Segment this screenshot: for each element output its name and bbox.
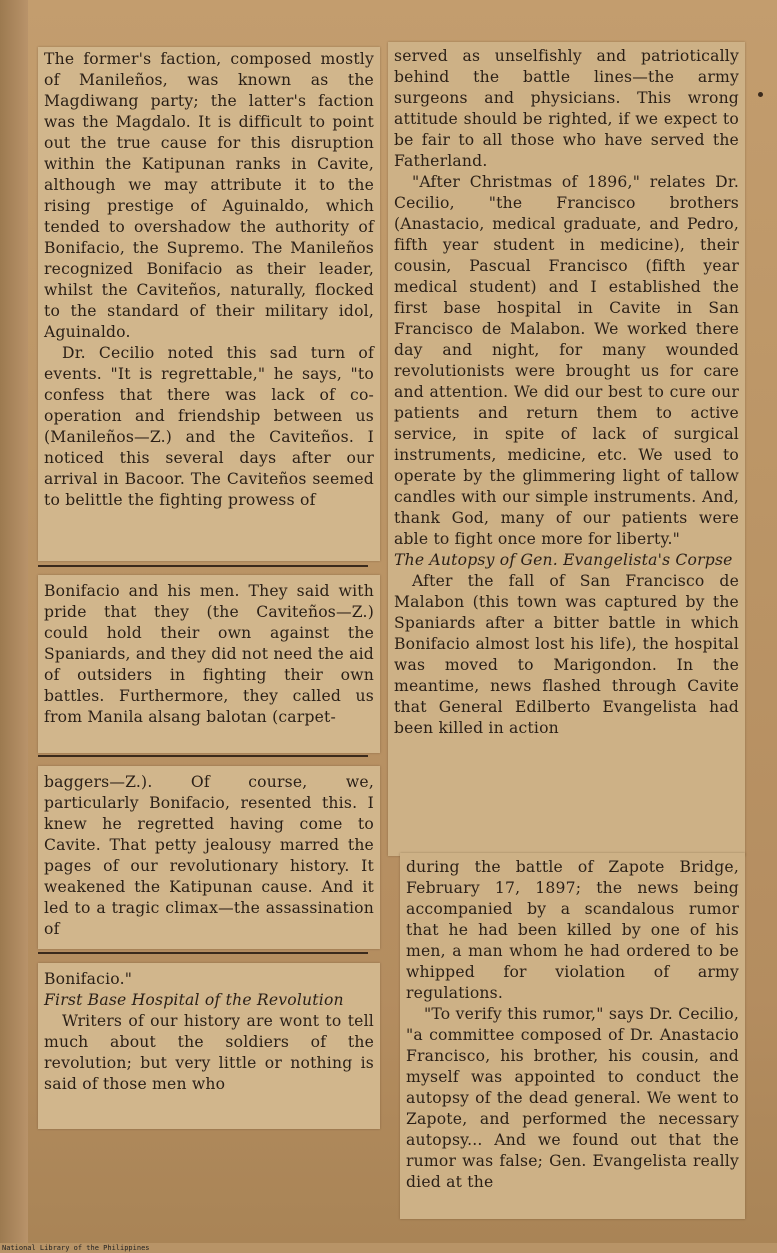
margin-mark [758, 92, 763, 97]
section-heading-first-base-hospital: First Base Hospital of the Revolution [44, 991, 344, 1009]
left-clip4-lead: Bonifacio." [44, 970, 133, 988]
left-clip1-para-2: Dr. Cecilio noted this sad turn of events. "It is regrettable," he says, "to confess that there was lack of co-operation and friendship between us (Manileños—Z.) and the Caviteños. I noticed this several days after our arrival in Bacoor. The Caviteños seemed to belittle the fighting prowess of [44, 344, 374, 509]
right-clip2-para: "To verify this rumor," says Dr. Cecilio, "a committee composed of Dr. Anastacio Francisco, his brother, his cousin, and myself was appointed to conduct the autopsy of the dead general. We went to Zapote, and performed the necessary autopsy... And we found out that the rumor was false; Gen. Evangelista really died at the [406, 1005, 739, 1191]
column-divider-rule [38, 952, 368, 954]
left-clip1-para-1: The former's faction, composed mostly of Manileños, was known as the Magdiwang party; the latter's faction was the Magdalo. It is difficult to point out the true cause for this disruption within the Katipunan ranks in Cavite, although we may attribute it to the rising prestige of Aguinaldo, which tended to overshadow the authority of Bonifacio, the Supremo. The Manileños recognized Bonifacio as their leader, whilst the Caviteños, naturally, flocked to the standard of their military idol, Aguinaldo. [44, 50, 374, 341]
right-clip1-para: "After Christmas of 1896," relates Dr. Cecilio, "the Francisco brothers (Anastacio, medical graduate, and Pedro, fifth year student in medicine), their cousin, Pascual Francisco (fifth year medical student) and I established the first base hospital in Cavite in San Francisco de Malabon. We worked there day and night, for many wounded revolutionists were brought us for care and attention. We did our best to cure our patients and return them to active service, in spite of lack of surgical instruments, medicine, etc. We used to operate by the glimmering light of tallow candles with our simple instruments. And, thank God, many of our patients were able to fight once more for liberty." [394, 173, 739, 548]
library-credit: National Library of the Philippines [2, 1244, 150, 1252]
right-clip1-lead: served as unselfishly and patriotically behind the battle lines—the army surgeons and physicians. This wrong attitude should be righted, if we expect to be fair to all those who have served the Fatherland. [394, 47, 739, 170]
column-divider-rule [38, 565, 368, 567]
left-clipping-1 [38, 47, 380, 561]
left-clipping-4 [38, 963, 380, 1129]
right-clipping-2 [400, 853, 745, 1219]
left-clip2-text: Bonifacio and his men. They said with pride that they (the Caviteños—Z.) could hold their own against the Spaniards, and they did not need the aid of outsiders in fighting their own battles. Furthermore, they called us from Manila alsang balotan (carpet- [44, 582, 374, 726]
column-divider-rule [38, 755, 368, 757]
section-heading-autopsy: The Autopsy of Gen. Evangelista's Corpse [394, 551, 733, 569]
right-clipping-1 [388, 42, 745, 856]
left-clipping-3 [38, 766, 380, 949]
left-clip3-text: baggers—Z.). Of course, we, particularly Bonifacio, resented this. I knew he regretted having come to Cavite. That petty jealousy marred the pages of our revolutionary history. It weakened the Katipunan cause. And it led to a tragic climax—the assassination of [44, 773, 374, 938]
left-clipping-2 [38, 575, 380, 753]
right-clip2-lead: during the battle of Zapote Bridge, February 17, 1897; the news being accompanied by a scandalous rumor that he had been killed by one of his men, a man whom he had ordered to be whipped for violation of army regulations. [406, 858, 739, 1002]
page-spine-shadow [0, 0, 28, 1243]
left-clip4-body: Writers of our history are wont to tell much about the soldiers of the revolution; but very little or nothing is said of those men who [44, 1012, 374, 1093]
right-clip1-body: After the fall of San Francisco de Malabon (this town was captured by the Spaniards after a bitter battle in which Bonifacio almost lost his life), the hospital was moved to Marigondon. In the meantime, news flashed through Cavite that General Edilberto Evangelista had been killed in action [394, 572, 739, 737]
